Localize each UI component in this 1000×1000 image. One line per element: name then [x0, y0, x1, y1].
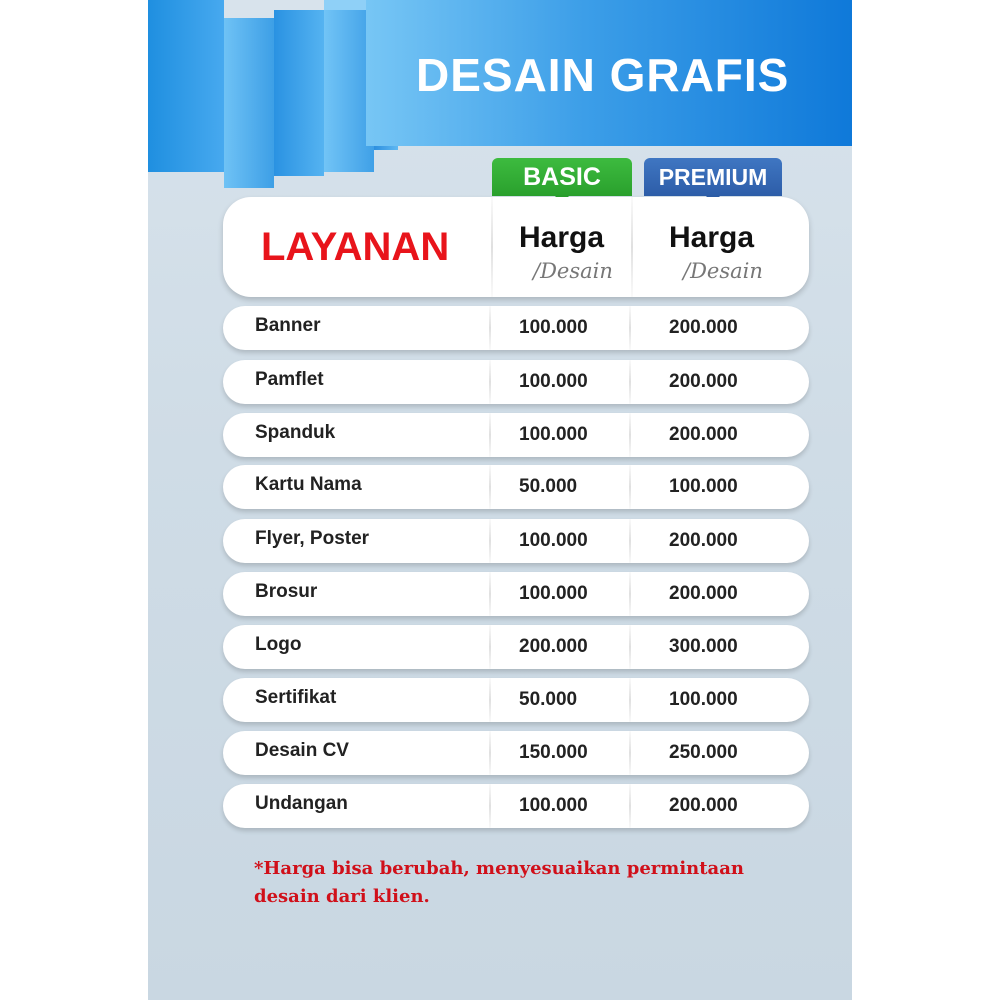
table-row — [223, 306, 809, 350]
service-name: Banner — [255, 315, 321, 336]
table-row — [223, 519, 809, 563]
basic-price-header: Harga — [519, 221, 605, 254]
column-divider — [489, 784, 491, 828]
basic-price: 50.000 — [519, 476, 578, 497]
basic-price: 50.000 — [519, 689, 578, 710]
column-divider — [489, 413, 491, 457]
basic-price: 100.000 — [519, 583, 588, 604]
column-divider — [489, 306, 491, 350]
column-divider — [631, 197, 633, 297]
basic-price-unit: /Desain — [533, 259, 613, 283]
basic-price: 100.000 — [519, 530, 588, 551]
table-row — [223, 784, 809, 828]
basic-price: 100.000 — [519, 371, 588, 392]
premium-price: 300.000 — [669, 636, 738, 657]
service-name: Flyer, Poster — [255, 528, 370, 549]
footnote: *Harga bisa berubah, menyesuaikan permintaan desain dari klien. — [254, 858, 744, 907]
table-row — [223, 465, 809, 509]
ribbon-fold — [274, 10, 324, 176]
service-name: Desain CV — [255, 740, 349, 761]
basic-price: 200.000 — [519, 636, 588, 657]
premium-price-header: Harga — [669, 221, 755, 254]
premium-price-unit: /Desain — [683, 259, 763, 283]
premium-price: 200.000 — [669, 371, 738, 392]
premium-price: 200.000 — [669, 795, 738, 816]
table-row — [223, 731, 809, 775]
service-name: Kartu Nama — [255, 474, 362, 495]
table-header — [223, 197, 809, 297]
table-row — [223, 572, 809, 616]
service-name: Undangan — [255, 793, 348, 814]
service-column-header: LAYANAN — [261, 225, 450, 269]
service-name: Brosur — [255, 581, 318, 602]
column-divider — [629, 465, 631, 509]
service-name: Pamflet — [255, 369, 324, 390]
column-divider — [489, 678, 491, 722]
basic-price: 150.000 — [519, 742, 588, 763]
premium-price: 250.000 — [669, 742, 738, 763]
price-list-poster — [148, 0, 852, 1000]
column-divider — [629, 413, 631, 457]
table-row — [223, 625, 809, 669]
premium-price: 200.000 — [669, 317, 738, 338]
column-divider — [629, 306, 631, 350]
column-divider — [489, 625, 491, 669]
ribbon-fold — [148, 0, 224, 172]
page-title: DESAIN GRAFIS — [416, 49, 790, 101]
premium-price: 100.000 — [669, 476, 738, 497]
premium-price: 200.000 — [669, 530, 738, 551]
column-divider — [489, 519, 491, 563]
service-name: Logo — [255, 634, 302, 655]
basic-price: 100.000 — [519, 317, 588, 338]
column-divider — [489, 731, 491, 775]
table-row — [223, 413, 809, 457]
table-row — [223, 678, 809, 722]
column-divider — [489, 360, 491, 404]
service-name: Spanduk — [255, 422, 336, 443]
tier-premium-tab: PREMIUM — [644, 158, 782, 196]
service-name: Sertifikat — [255, 687, 337, 708]
column-divider — [489, 465, 491, 509]
tier-basic-tab: BASIC — [492, 158, 632, 196]
column-divider — [629, 625, 631, 669]
premium-price: 100.000 — [669, 689, 738, 710]
column-divider — [629, 572, 631, 616]
column-divider — [629, 731, 631, 775]
basic-price: 100.000 — [519, 424, 588, 445]
column-divider — [629, 784, 631, 828]
column-divider — [629, 678, 631, 722]
column-divider — [629, 360, 631, 404]
ribbon-fold — [224, 18, 274, 188]
column-divider — [491, 197, 493, 297]
table-row — [223, 360, 809, 404]
premium-price: 200.000 — [669, 583, 738, 604]
premium-price: 200.000 — [669, 424, 738, 445]
column-divider — [629, 519, 631, 563]
column-divider — [489, 572, 491, 616]
basic-price: 100.000 — [519, 795, 588, 816]
